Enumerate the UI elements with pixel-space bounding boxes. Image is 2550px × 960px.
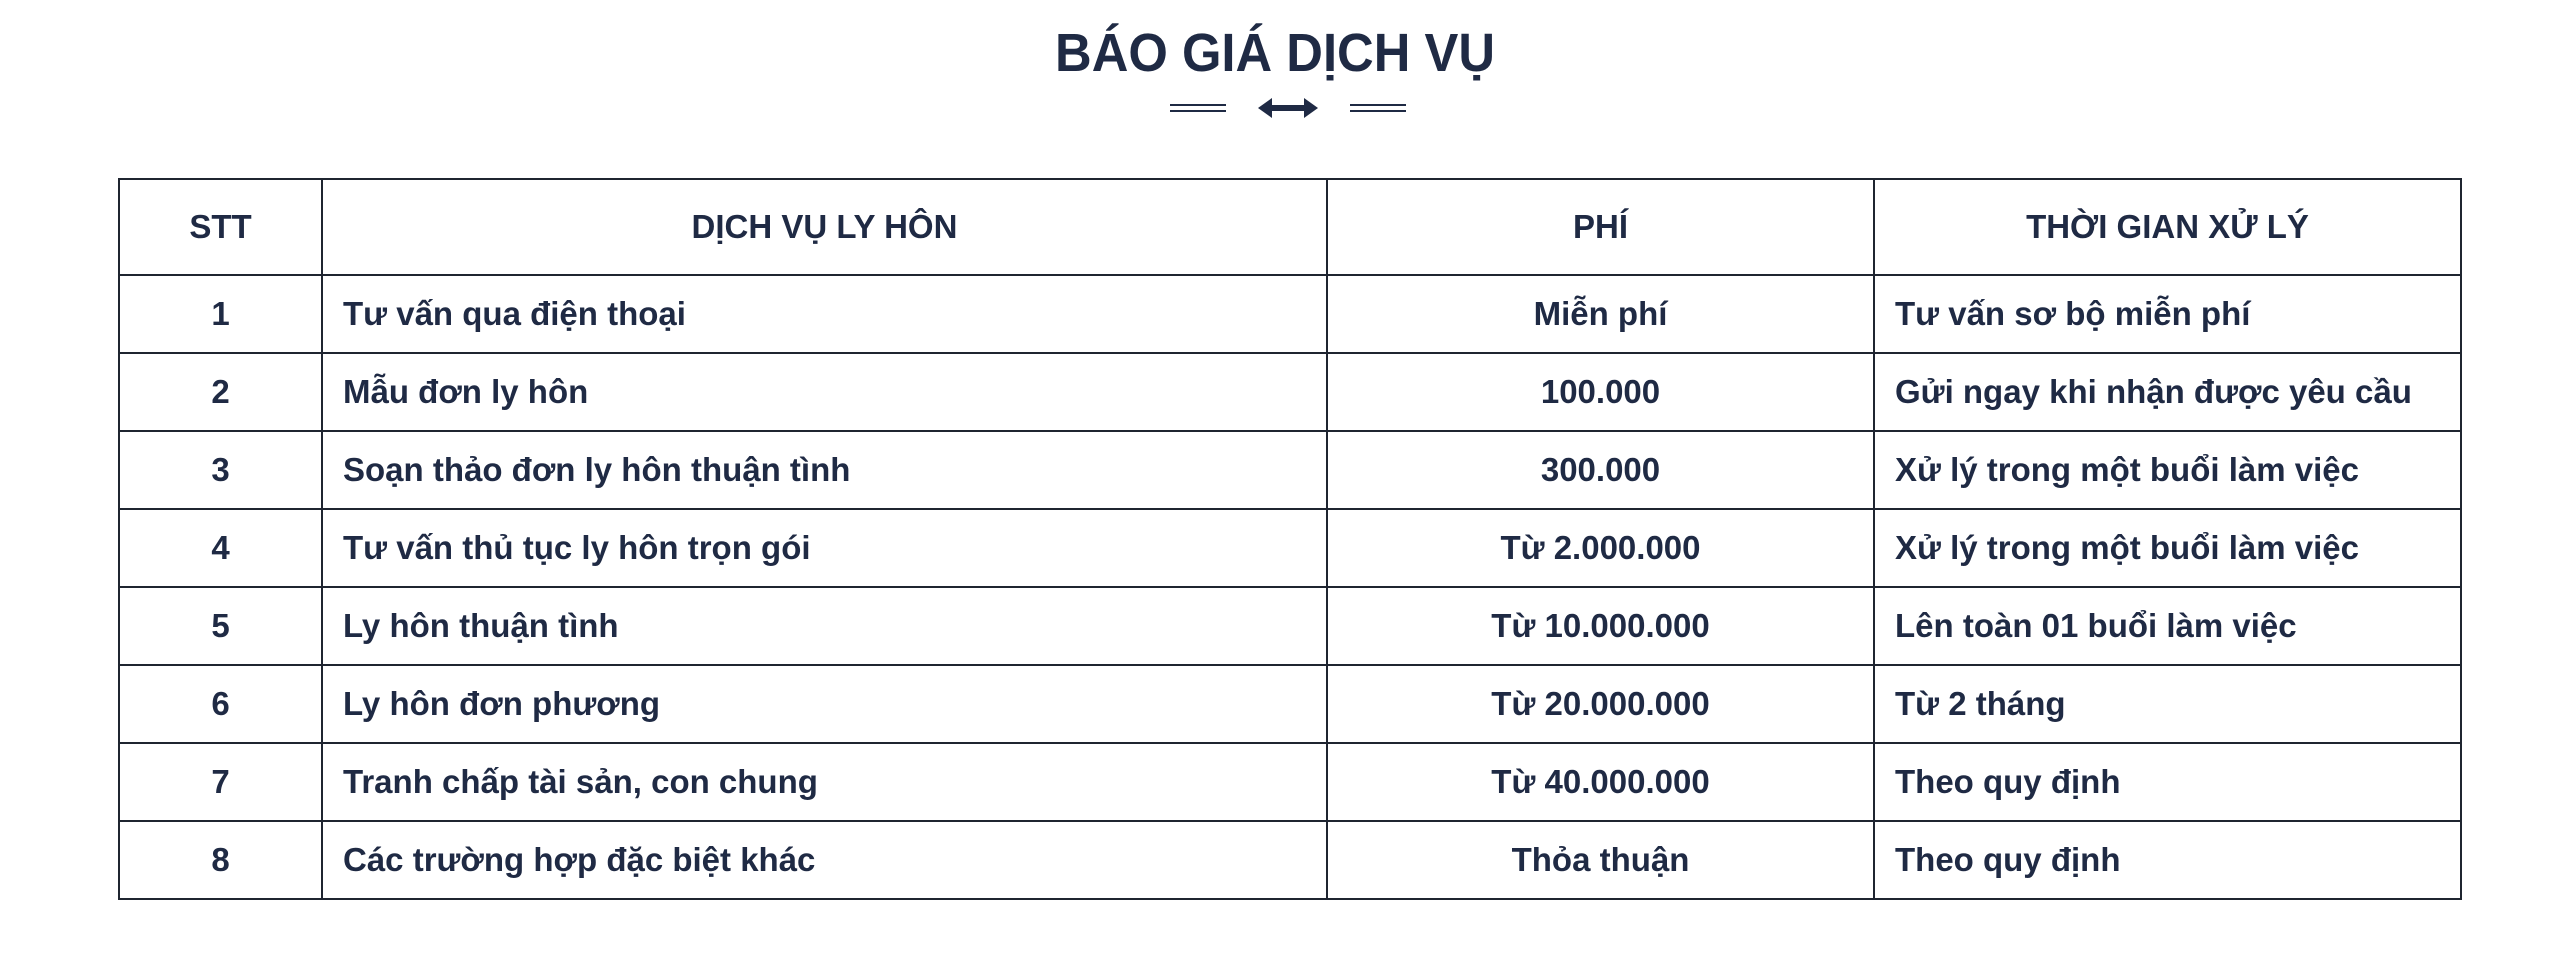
row-service: Các trường hợp đặc biệt khác [322,821,1327,899]
price-table [118,178,2462,900]
divider-right-lines [1350,104,1406,112]
row-stt: 8 [119,821,322,899]
row-stt: 1 [119,275,322,353]
page-title: BÁO GIÁ DỊCH VỤ [1055,23,1495,83]
table-row [119,587,2461,665]
table-row [119,353,2461,431]
row-processing-time: Xử lý trong một buổi làm việc [1874,431,2461,509]
header-fee: PHÍ [1327,179,1874,275]
row-service: Ly hôn đơn phương [322,665,1327,743]
page-heading [0,22,2550,84]
header-stt: STT [119,179,322,275]
row-service: Ly hôn thuận tình [322,587,1327,665]
row-service: Tư vấn thủ tục ly hôn trọn gói [322,509,1327,587]
row-stt: 5 [119,587,322,665]
table-row [119,743,2461,821]
row-fee: 100.000 [1327,353,1874,431]
row-stt: 2 [119,353,322,431]
table-row [119,821,2461,899]
row-processing-time: Xử lý trong một buổi làm việc [1874,509,2461,587]
row-fee: 300.000 [1327,431,1874,509]
row-stt: 7 [119,743,322,821]
row-fee: Miễn phí [1327,275,1874,353]
row-service: Tư vấn qua điện thoại [322,275,1327,353]
header-service: DỊCH VỤ LY HÔN [322,179,1327,275]
divider-left-lines [1170,104,1226,112]
row-processing-time: Lên toàn 01 buổi làm việc [1874,587,2461,665]
table-header-row [119,179,2461,275]
table-row [119,275,2461,353]
row-processing-time: Theo quy định [1874,743,2461,821]
title-divider [1160,90,1410,126]
table-row [119,509,2461,587]
row-fee: Từ 40.000.000 [1327,743,1874,821]
row-fee: Từ 20.000.000 [1327,665,1874,743]
row-service: Tranh chấp tài sản, con chung [322,743,1327,821]
row-stt: 3 [119,431,322,509]
row-processing-time: Tư vấn sơ bộ miễn phí [1874,275,2461,353]
table-row [119,431,2461,509]
row-fee: Từ 10.000.000 [1327,587,1874,665]
table-row [119,665,2461,743]
header-processing-time: THỜI GIAN XỬ LÝ [1874,179,2461,275]
row-fee: Từ 2.000.000 [1327,509,1874,587]
row-service: Mẫu đơn ly hôn [322,353,1327,431]
row-service: Soạn thảo đơn ly hôn thuận tình [322,431,1327,509]
row-processing-time: Theo quy định [1874,821,2461,899]
double-arrow-icon [1258,98,1318,118]
row-stt: 6 [119,665,322,743]
row-stt: 4 [119,509,322,587]
row-processing-time: Gửi ngay khi nhận được yêu cầu [1874,353,2461,431]
row-processing-time: Từ 2 tháng [1874,665,2461,743]
row-fee: Thỏa thuận [1327,821,1874,899]
